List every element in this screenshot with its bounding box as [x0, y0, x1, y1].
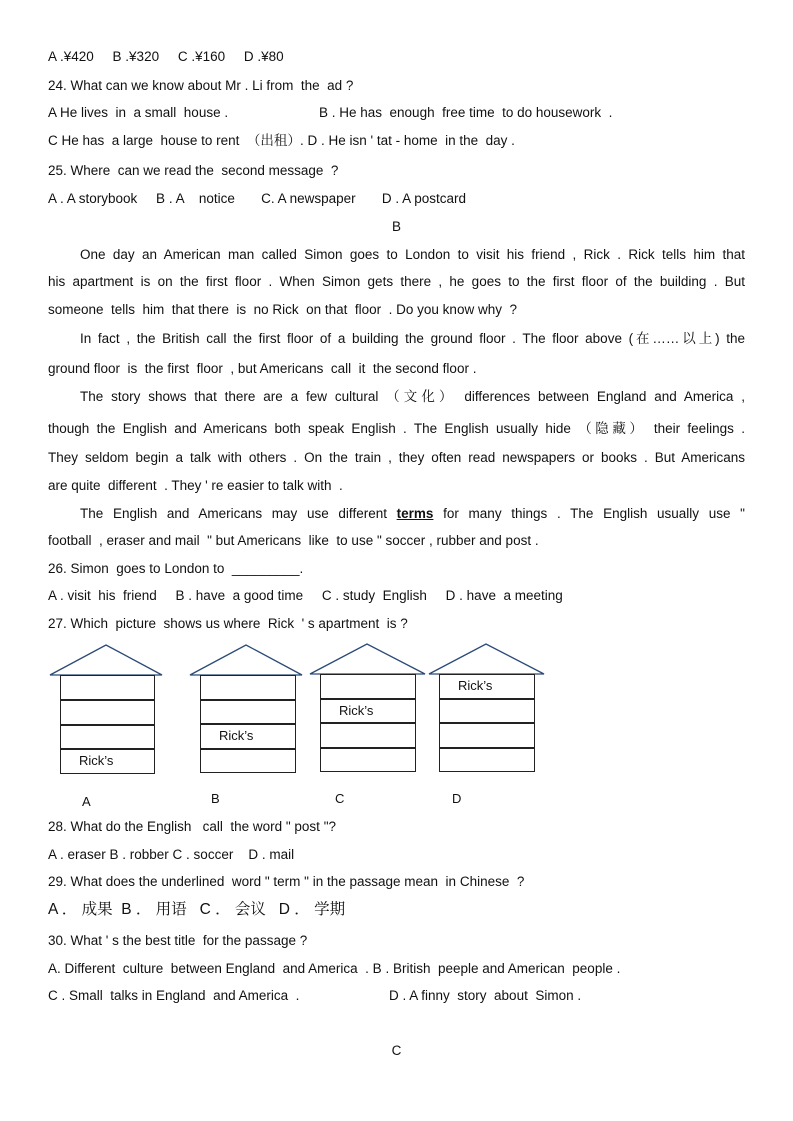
- house-a: [49, 644, 164, 774]
- section-b-label: B: [391, 219, 401, 234]
- passage-p1-line1: One day an American man called Simon goes to London to visit his friend , Rick . Rick tells him that: [80, 247, 745, 262]
- house-d-floor-1: [439, 748, 535, 772]
- house-c-floor-4: [320, 674, 416, 699]
- underlined-term: terms: [396, 506, 434, 521]
- section-c-label: C: [391, 1043, 402, 1058]
- q27-question: 27. Which picture shows us where Rick ' s apartment is ?: [48, 616, 408, 631]
- house-d-caption: D: [452, 791, 462, 806]
- q24-option-d: . D . He isn ' tat - home in the day .: [300, 133, 515, 148]
- q24-option-a: A He lives in a small house .: [48, 105, 229, 120]
- q30-option-c: C . Small talks in England and America .: [48, 988, 300, 1003]
- house-a-floor-3: [60, 700, 155, 725]
- house-a-label: Rick’s: [79, 753, 114, 768]
- q23-options: A .¥420 B .¥320 C .¥160 D .¥80: [48, 49, 284, 64]
- house-a-floor-4: [60, 675, 155, 700]
- q30-option-ab: A. Different culture between England and America . B . British peeple and American people .: [48, 961, 621, 976]
- house-b-label: Rick’s: [219, 728, 254, 743]
- q29-options: A ． 成果 B ． 用语 C ． 会议 D ． 学期: [48, 901, 346, 918]
- q29-question: 29. What does the underlined word " term " in the passage mean in Chinese ?: [48, 874, 525, 889]
- passage-p3-line3: They seldom begin a talk with others . On the train , they often read newspapers or books . But Americans: [48, 450, 745, 465]
- house-c-floor-1: [320, 748, 416, 772]
- house-c-floor-2: [320, 723, 416, 748]
- q28-question: 28. What do the English call the word " post "?: [48, 819, 336, 834]
- house-b-floor-4: [200, 675, 296, 700]
- house-d-floor-3: [439, 699, 535, 723]
- house-b: [189, 644, 304, 774]
- house-d-floor-4: [439, 674, 535, 699]
- house-c-roof: [309, 643, 427, 675]
- q24-question: 24. What can we know about Mr . Li from the ad ?: [48, 78, 354, 93]
- q28-options: A . eraser B . robber C . soccer D . mail: [48, 847, 295, 862]
- q30-question: 30. What ' s the best title for the passage ?: [48, 933, 308, 948]
- passage-p4-line1: [80, 505, 745, 523]
- house-d-floor-2: [439, 723, 535, 748]
- house-b-floor-3: [200, 700, 296, 724]
- passage-p4-after: for many things . The English usually use ": [443, 506, 745, 521]
- passage-p3-line4: are quite different . They ' re easier to talk with .: [48, 478, 343, 493]
- passage-p1-line2: his apartment is on the first floor . When Simon gets there , he goes to the first floor of the building . But: [48, 274, 745, 289]
- q24-option-b: B . He has enough free time to do housework .: [319, 105, 613, 120]
- house-b-floor-1: [200, 749, 296, 773]
- passage-p4-before: The English and Americans may use different: [80, 506, 387, 521]
- q30-option-d: D . A finny story about Simon .: [389, 988, 582, 1003]
- house-a-roof: [49, 644, 164, 676]
- passage-p4-line2: football , eraser and mail " but Americans like to use " soccer , rubber and post .: [48, 533, 539, 548]
- q24-option-c: C He has a large house to rent （出租）: [48, 133, 301, 148]
- house-b-roof: [189, 644, 304, 676]
- house-d-roof: [428, 643, 546, 675]
- q26-options: A . visit his friend B . have a good time C . study English D . have a meeting: [48, 588, 563, 603]
- passage-p2-line1: In fact , the British call the first floor of a building the ground floor . The floor above (在……以上) the: [80, 331, 745, 346]
- house-c: [309, 643, 427, 773]
- passage-p3-line2: though the English and Americans both speak English . The English usually hide （隐藏） their feelings .: [48, 421, 745, 436]
- house-c-caption: C: [335, 791, 345, 806]
- house-a-floor-1: [60, 749, 155, 774]
- q25-question: 25. Where can we read the second message ?: [48, 163, 339, 178]
- house-b-caption: B: [211, 791, 220, 806]
- house-a-floor-2: [60, 725, 155, 749]
- house-c-label: Rick’s: [339, 703, 374, 718]
- house-d: [428, 643, 546, 773]
- house-b-floor-2: [200, 724, 296, 749]
- q26-question: 26. Simon goes to London to _________.: [48, 561, 304, 576]
- passage-p2-line2: ground floor is the first floor , but Americans call it the second floor .: [48, 361, 477, 376]
- q25-options: A . A storybook B . A notice C. A newspaper D . A postcard: [48, 191, 466, 206]
- house-d-label: Rick’s: [458, 678, 493, 693]
- house-c-floor-3: [320, 699, 416, 723]
- house-a-caption: A: [82, 794, 91, 809]
- passage-p1-line3: someone tells him that there is no Rick on that floor . Do you know why ?: [48, 302, 517, 317]
- passage-p3-line1: The story shows that there are a few cultural （文化） differences between England and America ,: [80, 389, 745, 404]
